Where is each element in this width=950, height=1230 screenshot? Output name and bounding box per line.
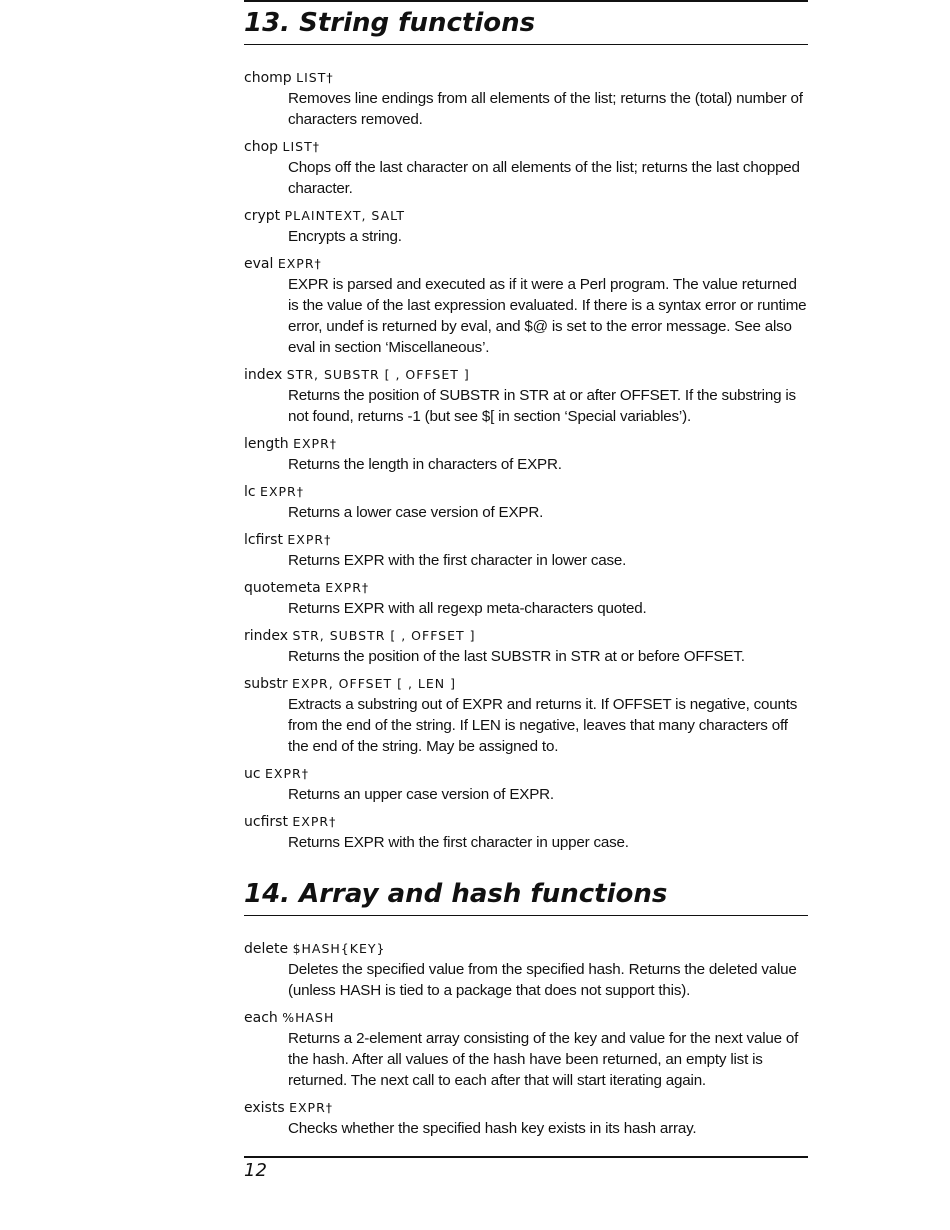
function-description: Encrypts a string.: [288, 228, 402, 245]
function-name: each: [244, 1010, 278, 1026]
function-name: chop: [244, 139, 279, 155]
section-array-hash-functions: [244, 873, 808, 1145]
entry-index: [244, 364, 808, 427]
entry-exists: [244, 1097, 808, 1139]
function-name: ucfirst: [244, 814, 288, 830]
function-signature: [244, 364, 808, 385]
function-signature: [244, 529, 808, 550]
function-signature: [244, 433, 808, 454]
function-signature: [244, 136, 808, 157]
function-name: eval: [244, 256, 274, 272]
function-args: LIST†: [282, 139, 320, 154]
function-description: Extracts a substring out of EXPR and returns it. If OFFSET is negative, counts from the end of the string. If LEN is negative, leaves that many characters off the end of the string. May be assigned to.: [288, 696, 798, 755]
section-title: 14. Array and hash functions: [244, 873, 808, 916]
function-name: exists: [244, 1100, 285, 1116]
function-signature: [244, 577, 808, 598]
function-signature: [244, 625, 808, 646]
entry-uc: [244, 763, 808, 805]
function-args: EXPR†: [325, 580, 370, 595]
function-args: EXPR†: [289, 1100, 334, 1115]
function-description: Chops off the last character on all elements of the list; returns the last chopped character.: [288, 159, 800, 197]
function-name: delete: [244, 941, 289, 957]
function-signature: [244, 938, 808, 959]
entry-eval: [244, 253, 808, 358]
document-page: [244, 0, 808, 1181]
function-description: Returns a lower case version of EXPR.: [288, 504, 544, 521]
entry-chomp: [244, 67, 808, 130]
function-args: EXPR†: [260, 484, 304, 499]
entry-ucfirst: [244, 811, 808, 853]
function-signature: [244, 1097, 808, 1118]
function-args: $HASH{KEY}: [292, 941, 386, 956]
function-signature: [244, 67, 808, 88]
entry-crypt: [244, 205, 808, 247]
function-list: [244, 938, 808, 1139]
function-name: lc: [244, 484, 256, 500]
entry-each: [244, 1007, 808, 1091]
entry-delete: [244, 938, 808, 1001]
entry-length: [244, 433, 808, 475]
function-description: Checks whether the specified hash key exists in its hash array.: [288, 1120, 697, 1137]
function-args: STR, SUBSTR [ , OFFSET ]: [286, 367, 470, 382]
function-name: chomp: [244, 70, 292, 86]
entry-lc: [244, 481, 808, 523]
function-description: Returns EXPR with all regexp meta-characters quoted.: [288, 600, 647, 617]
function-args: EXPR†: [293, 436, 338, 451]
function-signature: [244, 205, 808, 226]
function-args: EXPR†: [287, 532, 332, 547]
page-footer: [244, 1156, 808, 1181]
function-description: Returns EXPR with the first character in lower case.: [288, 552, 627, 569]
function-description: Returns the length in characters of EXPR.: [288, 456, 562, 473]
function-name: uc: [244, 766, 261, 782]
function-name: crypt: [244, 208, 281, 224]
function-args: PLAINTEXT, SALT: [284, 208, 406, 223]
entry-chop: [244, 136, 808, 199]
function-name: quotemeta: [244, 580, 321, 596]
entry-quotemeta: [244, 577, 808, 619]
entry-lcfirst: [244, 529, 808, 571]
function-args: STR, SUBSTR [ , OFFSET ]: [292, 628, 476, 643]
function-description: Returns a 2-element array consisting of the key and value for the next value of the hash. After all values of the hash have been returned, an empty list is returned. The next call to each after that will start iterating again.: [288, 1030, 799, 1089]
section-title: 13. String functions: [244, 2, 808, 45]
function-name: index: [244, 367, 283, 383]
page-number: 12: [244, 1160, 267, 1181]
function-args: %HASH: [282, 1010, 335, 1025]
function-signature: [244, 1007, 808, 1028]
function-signature: [244, 253, 808, 274]
function-args: EXPR, OFFSET [ , LEN ]: [292, 676, 456, 691]
function-signature: [244, 763, 808, 784]
function-args: LIST†: [296, 70, 334, 85]
function-args: EXPR†: [265, 766, 309, 781]
function-description: Returns an upper case version of EXPR.: [288, 786, 554, 803]
function-description: Returns the position of the last SUBSTR in STR at or before OFFSET.: [288, 648, 745, 665]
function-signature: [244, 481, 808, 502]
function-name: lcfirst: [244, 532, 283, 548]
section-string-functions: [244, 0, 808, 853]
function-name: length: [244, 436, 289, 452]
function-name: rindex: [244, 628, 289, 644]
entry-rindex: [244, 625, 808, 667]
function-name: substr: [244, 676, 288, 692]
function-signature: [244, 811, 808, 832]
function-args: EXPR†: [277, 256, 322, 271]
function-description: Deletes the specified value from the specified hash. Returns the deleted value (unless HASH is tied to a package that does not support this).: [288, 961, 797, 999]
entry-substr: [244, 673, 808, 757]
function-description: Returns EXPR with the first character in upper case.: [288, 834, 629, 851]
function-args: EXPR†: [292, 814, 337, 829]
function-list: [244, 67, 808, 853]
function-signature: [244, 673, 808, 694]
function-description: Returns the position of SUBSTR in STR at or after OFFSET. If the substring is not found, returns -1 (but see $[ in section ‘Special variables’).: [288, 387, 796, 425]
function-description: EXPR is parsed and executed as if it were a Perl program. The value returned is the value of the last expression evaluated. If there is a syntax error or runtime error, undef is returned by eval, and $@ is set to the error message. See also eval in section ‘Miscellaneous’.: [288, 276, 807, 356]
function-description: Removes line endings from all elements of the list; returns the (total) number of characters removed.: [288, 90, 803, 128]
